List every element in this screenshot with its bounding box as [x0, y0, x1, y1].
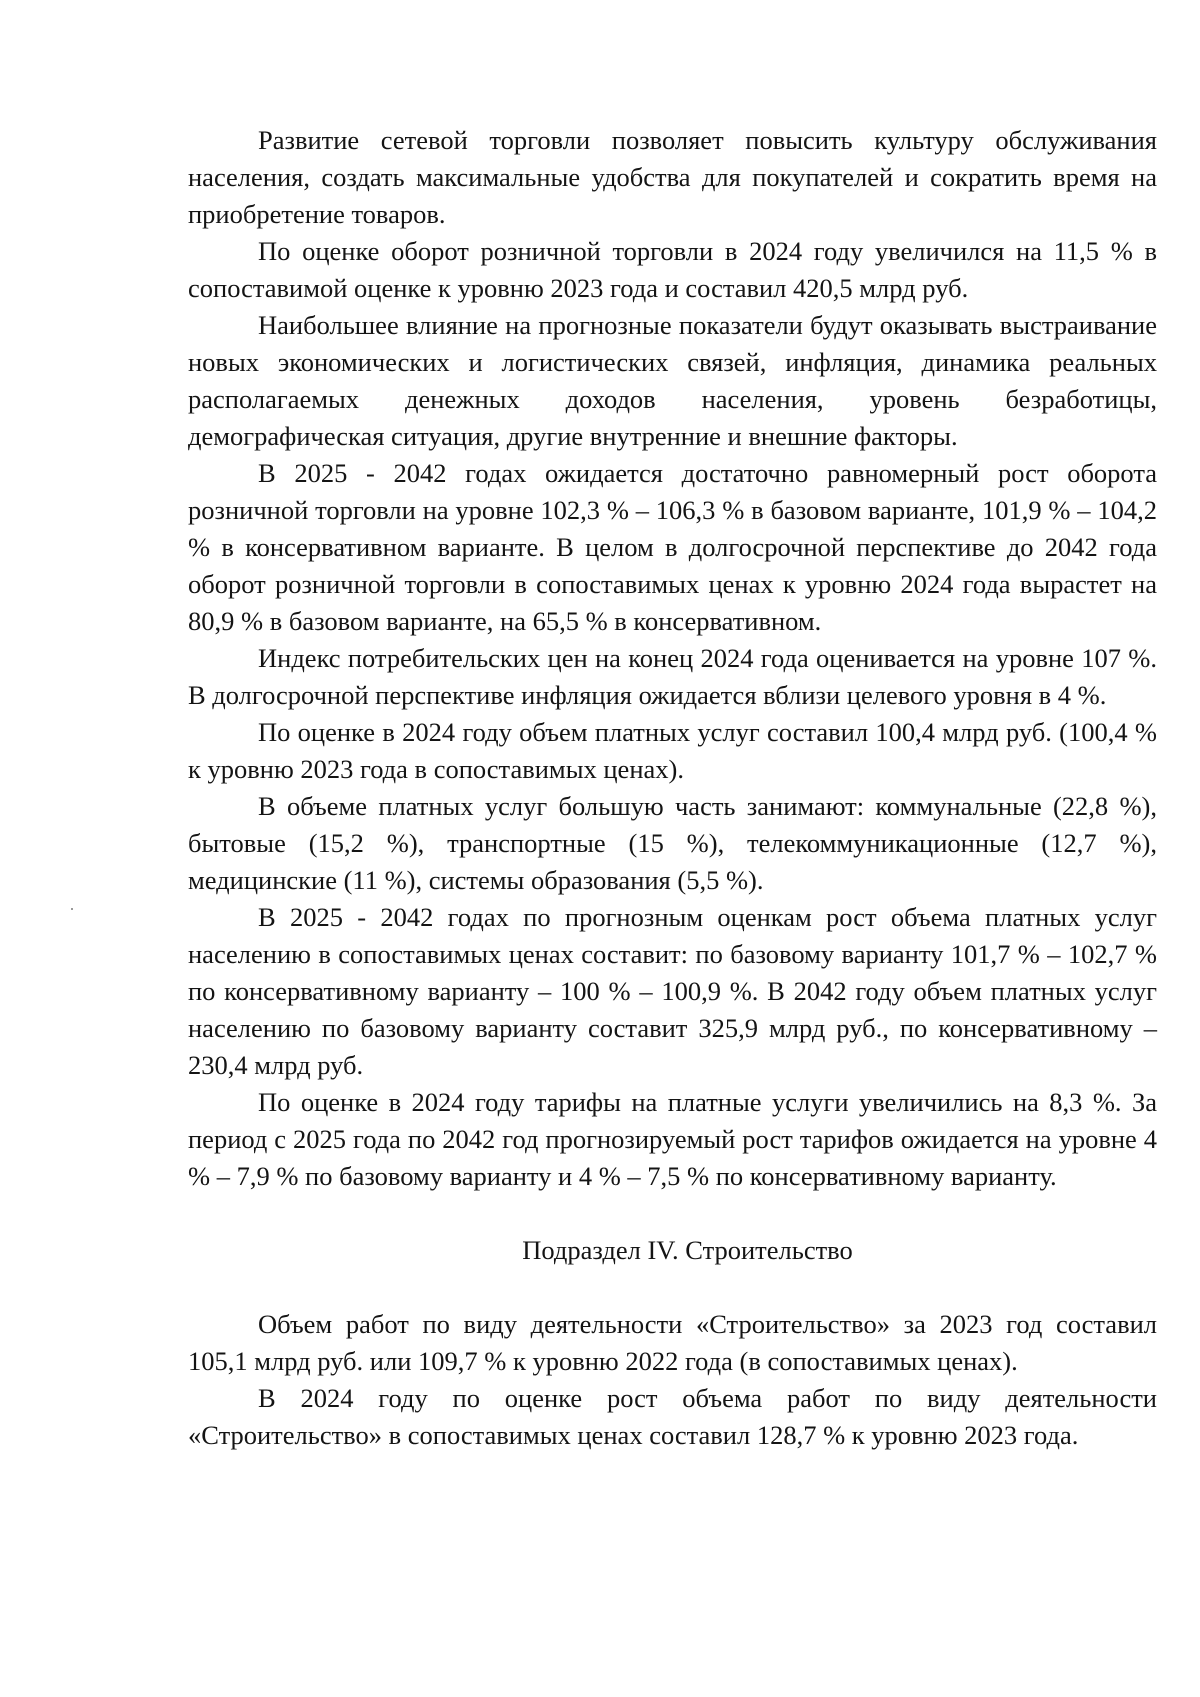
paragraph-tariffs: По оценке в 2024 году тарифы на платные услуги увеличились на 8,3 %. За период с 2025 года по 2042 год прогнозируемый рост тарифов ожидается на уровне 4 % – 7,9 % по базовому варианту и 4 % – 7,5 % по консервативному варианту. [188, 1087, 1157, 1191]
document-body [188, 122, 1157, 1454]
scan-dot [71, 908, 73, 910]
paragraph-retail-turnover-2024: По оценке оборот розничной торговли в 2024 году увеличился на 11,5 % в сопоставимой оценке к уровню 2023 года и составил 420,5 млрд руб. [188, 236, 1157, 303]
paragraph-paid-services-2024: По оценке в 2024 году объем платных услуг составил 100,4 млрд руб. (100,4 % к уровню 2023 года в сопоставимых ценах). [188, 717, 1157, 784]
paragraph-retail-forecast: В 2025 - 2042 годах ожидается достаточно равномерный рост оборота розничной торговли на уровне 102,3 % – 106,3 % в базовом варианте, 101,9 % – 104,2 % в консервативном варианте. В целом в долгосрочной перспективе до 2042 года оборот розничной торговли в сопоставимых ценах к уровню 2024 года вырастет на 80,9 % в базовом варианте, на 65,5 % в консервативном. [188, 458, 1157, 636]
paragraph-retail-culture: Развитие сетевой торговли позволяет повысить культуру обслуживания населения, создать максимальные удобства для покупателей и сократить время на приобретение товаров. [188, 125, 1157, 229]
paragraph-paid-services-structure: В объеме платных услуг большую часть занимают: коммунальные (22,8 %), бытовые (15,2 %), транспортные (15 %), телекоммуникационные (12,7 %), медицинские (11 %), системы образования (5,5 %). [188, 791, 1157, 895]
paragraph-consumer-price-index: Индекс потребительских цен на конец 2024 года оценивается на уровне 107 %. В долгосрочной перспективе инфляция ожидается вблизи целевого уровня в 4 %. [188, 643, 1157, 710]
section-heading: Подраздел IV. Строительство [522, 1235, 853, 1265]
paragraph-construction-2024: В 2024 году по оценке рост объема работ по виду деятельности «Строительство» в сопоставимых ценах составил 128,7 % к уровню 2023 года. [188, 1383, 1157, 1450]
paragraph-paid-services-forecast: В 2025 - 2042 годах по прогнозным оценкам рост объема платных услуг населению в сопоставимых ценах составит: по базовому варианту 101,7 % – 102,7 % по консервативному варианту – 100 % – 100,9 %. В 2042 году объем платных услуг населению по базовому варианту составит 325,9 млрд руб., по консервативному – 230,4 млрд руб. [188, 902, 1157, 1080]
paragraph-construction-2023: Объем работ по виду деятельности «Строительство» за 2023 год составил 105,1 млрд руб. или 109,7 % к уровню 2022 года (в сопоставимых ценах). [188, 1309, 1157, 1376]
paragraph-forecast-factors: Наибольшее влияние на прогнозные показатели будут оказывать выстраивание новых экономических и логистических связей, инфляция, динамика реальных располагаемых денежных доходов населения, уровень безработицы, демографическая ситуация, другие внутренние и внешние факторы. [188, 310, 1157, 451]
